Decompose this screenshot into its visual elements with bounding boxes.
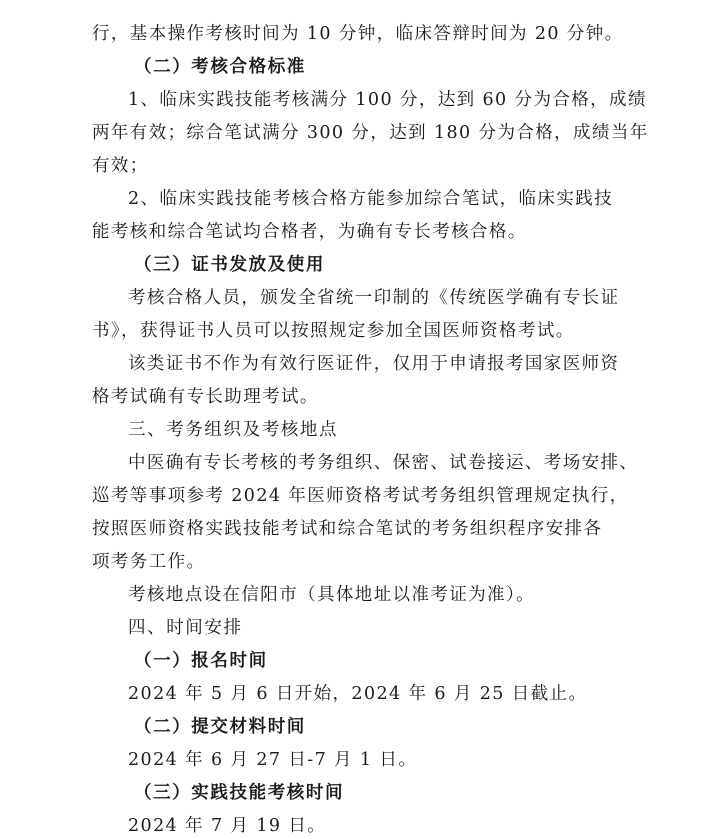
section-heading-registration-time: （一）报名时间	[134, 651, 268, 671]
paragraph-line: 有效；	[92, 156, 149, 176]
paragraph-line: 考核地点设在信阳市（具体地址以准考证为准）。	[128, 585, 536, 605]
paragraph-line: 两年有效；综合笔试满分 300 分，达到 180 分为合格，成绩当年	[92, 123, 649, 143]
paragraph-line: 1、临床实践技能考核满分 100 分，达到 60 分为合格，成绩	[128, 90, 647, 110]
paragraph-line: 考核合格人员，颁发全省统一印制的《传统医学确有专长证	[128, 288, 620, 308]
paragraph-line: 中医确有专长考核的考务组织、保密、试卷接运、考场安排、	[128, 453, 639, 473]
paragraph-line: 能考核和综合笔试均合格者，为确有专长考核合格。	[92, 222, 527, 242]
paragraph-line: 行，基本操作考核时间为 10 分钟，临床答辩时间为 20 分钟。	[92, 24, 624, 44]
section-heading-assessment-standard: （二）考核合格标准	[134, 57, 306, 77]
paragraph-line: 2024 年 7 月 19 日。	[128, 816, 327, 836]
paragraph-line: 格考试确有专长助理考试。	[92, 387, 319, 407]
section-heading-practical-exam-time: （三）实践技能考核时间	[134, 783, 345, 803]
paragraph-line: 按照医师资格实践技能考试和综合笔试的考务组织程序安排各	[92, 519, 603, 539]
paragraph-line: 巡考等事项参考 2024 年医师资格考试考务组织管理规定执行，	[92, 486, 629, 506]
paragraph-line: 2024 年 5 月 6 日开始，2024 年 6 月 25 日截止。	[128, 684, 588, 704]
paragraph-line: 该类证书不作为有效行医证件，仅用于申请报考国家医师资	[128, 354, 620, 374]
section-heading-certificate: （三）证书发放及使用	[134, 255, 325, 275]
section-heading-exam-organization: 三、考务组织及考核地点	[128, 420, 339, 440]
section-heading-submission-time: （二）提交材料时间	[134, 717, 306, 737]
paragraph-line: 项考务工作。	[92, 552, 206, 572]
paragraph-line: 2024 年 6 月 27 日-7 月 1 日。	[128, 750, 418, 770]
section-heading-schedule: 四、时间安排	[128, 618, 243, 638]
paragraph-line: 2、临床实践技能考核合格方能参加综合笔试，临床实践技	[128, 189, 614, 209]
paragraph-line: 书》，获得证书人员可以按照规定参加全国医师资格考试。	[92, 321, 575, 341]
